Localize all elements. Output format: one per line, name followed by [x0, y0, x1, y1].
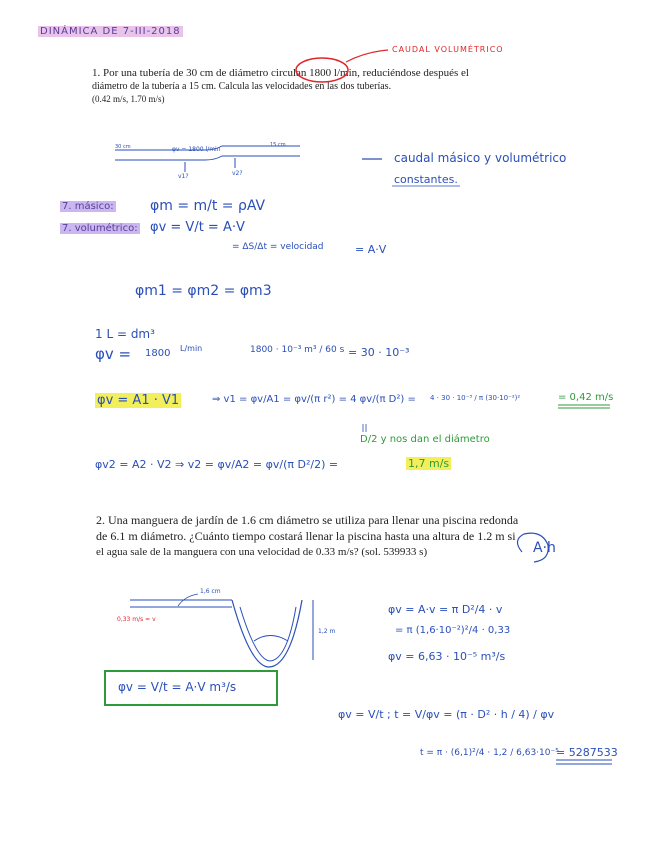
boxed-equation	[104, 670, 278, 706]
mass-flow-label: 7. másico:	[62, 201, 114, 212]
pool-inner	[240, 607, 296, 661]
mass-flow-eq: φm = m/t = ρAV	[150, 198, 266, 214]
v2-eq: φv2 = A2 · V2 ⇒ v2 = φv/A2 = φv/(π D²/2) =	[95, 458, 339, 471]
pool-outline	[232, 600, 302, 667]
p2-eq1: φv = A·v = π D²/4 · v	[388, 603, 503, 616]
pipe-bottom	[115, 156, 300, 160]
v2-result: 1,7 m/s	[408, 457, 450, 470]
top-annotation: CAUDAL VOLUMÉTRICO	[392, 45, 504, 54]
hose-speed-label: 0,33 m/s = v	[117, 616, 156, 623]
pipe-v2-label: v2?	[232, 170, 243, 177]
annotation-arrow	[346, 50, 388, 62]
conv-res: = 30 · 10⁻³	[348, 346, 410, 359]
pipe-right-label: 15 cm	[270, 142, 286, 148]
mass-const-eq: φm1 = φm2 = φm3	[135, 283, 272, 299]
pool-depth-label: 1,2 m	[318, 628, 336, 635]
p2-eq5-result: = 5287533	[556, 746, 618, 759]
vol-flow-eq-3: = A·V	[355, 243, 387, 256]
conv-num: 1800	[145, 348, 171, 359]
pipe-flow-label: φv = 1800 l/min	[172, 146, 221, 153]
p2-eq5: t = π · (6,1)²/4 · 1,2 / 6,63·10⁻⁵	[420, 748, 559, 758]
p2-eq4: φv = V/t ; t = V/φv = (π · D² · h / 4) / φv	[338, 708, 555, 721]
conv-lhs: φv =	[95, 345, 132, 363]
v1-mid: ⇒ v1 = φv/A1 = φv/(π r²) = 4 φv/(π D²) =	[212, 394, 416, 405]
diameter-note: D/2 y nos dan el diámetro	[360, 434, 490, 445]
p2-eq3: φv = 6,63 · 10⁻⁵ m³/s	[388, 650, 506, 663]
conv-mid: 1800 · 10⁻³ m³ / 60 s	[250, 345, 345, 355]
problem1-line3: (0.42 m/s, 1.70 m/s)	[92, 94, 165, 104]
problem2-line1: 2. Una manguera de jardín de 1.6 cm diámetro se utiliza para llenar una piscina redonda	[96, 513, 519, 527]
boxed-equation-text: φv = V/t = A·V m³/s	[118, 680, 237, 694]
conv-unit: L/min	[180, 344, 203, 353]
problem2-line3: el agua sale de la manguera con una velocidad de 0.33 m/s? (sol. 539933 s)	[96, 546, 428, 558]
pipe-left-label: 30 cm	[115, 144, 131, 150]
v1-result: = 0,42 m/s	[558, 392, 614, 403]
problem1-line1: 1. Por una tubería de 30 cm de diámetro circulan 1800 l/min, reduciéndose después el	[92, 67, 469, 79]
constants-note: caudal másico y volumétrico	[394, 151, 567, 165]
hose-diameter-label: 1,6 cm	[200, 588, 221, 595]
pipe-v1-label: v1?	[178, 173, 189, 180]
water-surface	[254, 636, 288, 642]
v1-calc: 4 · 30 · 10⁻³ / π (30·10⁻²)²	[430, 394, 521, 402]
margin-note: A·h	[533, 540, 556, 556]
p2-eq2: = π (1,6·10⁻²)²/4 · 0,33	[395, 625, 511, 636]
constants-note-2: constantes.	[394, 173, 458, 186]
liter-eq: 1 L = dm³	[95, 327, 155, 341]
vol-flow-eq-2: = ΔS/Δt = velocidad	[232, 242, 324, 252]
problem1-line2: diámetro de la tubería a 15 cm. Calcula las velocidades en las dos tuberías.	[92, 81, 392, 92]
problem2-line2: de 6.1 m diámetro. ¿Cuánto tiempo costará llenar la piscina hasta una altura de 1.2 m si	[96, 529, 516, 543]
v1-lhs: φv = A1 · V1	[97, 393, 180, 408]
vol-flow-label: 7. volumétrico:	[62, 223, 138, 234]
circle-annotation	[296, 58, 348, 82]
vol-flow-eq: φv = V/t = A·V	[150, 220, 245, 235]
date-header: DINÁMICA DE 7-III-2018	[40, 26, 181, 37]
